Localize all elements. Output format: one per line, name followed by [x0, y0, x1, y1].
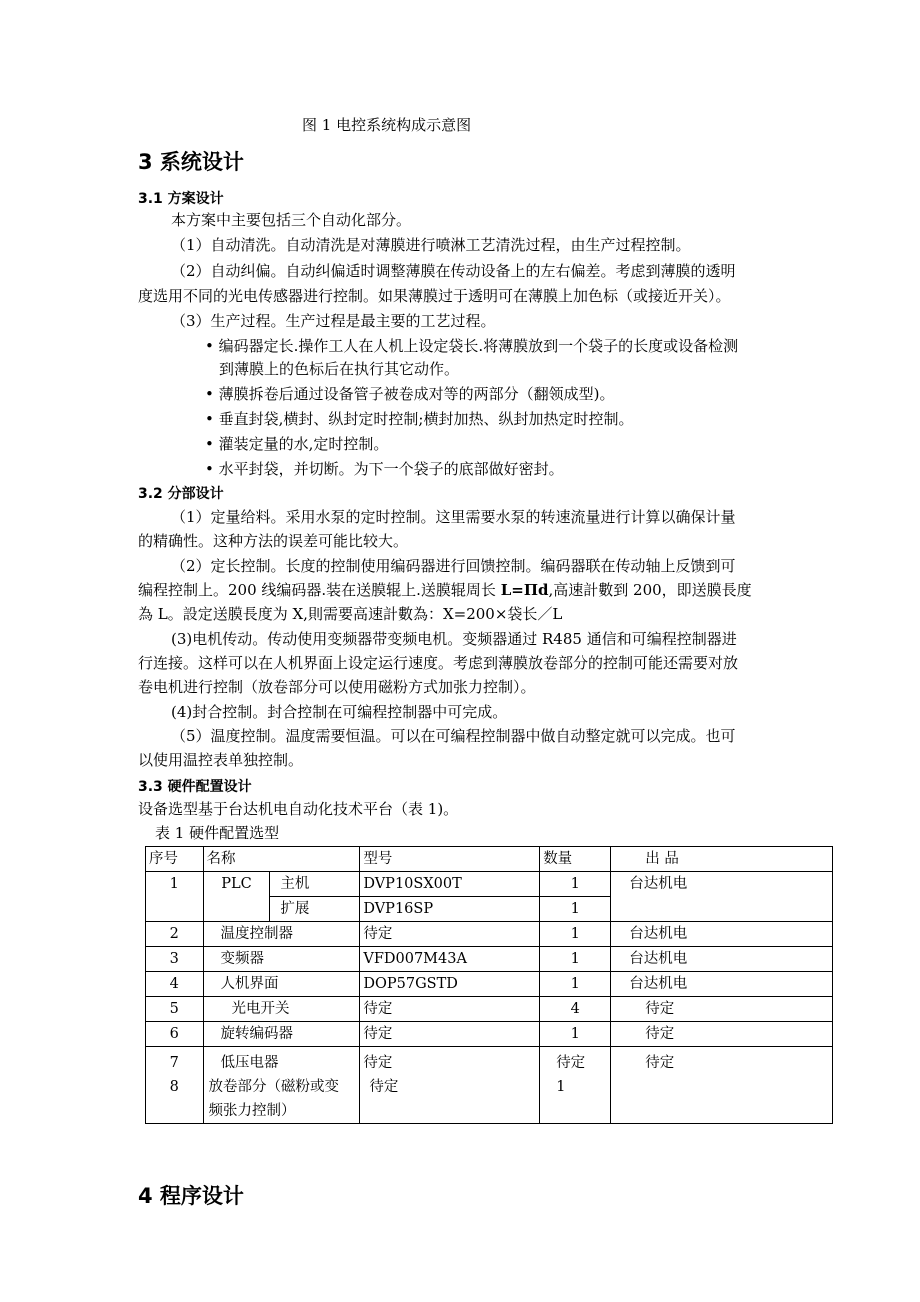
paragraph-3-3-intro: 设备选型基于台达机电自动化技术平台（表 1)。 [138, 800, 459, 818]
cell-model: DOP57GSTD [360, 972, 540, 997]
cell-maker: 台达机电 [611, 972, 833, 997]
paragraph-3-2-item3-line1: (3)电机传动。传动使用变频器带变频电机。变频器通过 R485 通信和可编程控制器进 [171, 630, 737, 648]
cell-seq-8: 8 [169, 1079, 179, 1095]
paragraph-3-2-item3-line3: 卷电机进行控制（放卷部分可以使用磁粉方式加张力控制）。 [138, 678, 536, 696]
cell-name: 光电开关 [203, 997, 360, 1022]
cell-seq-7: 7 [169, 1055, 179, 1071]
cell-maker: 台达机电 [611, 922, 833, 947]
cell-seq: 1 [146, 872, 204, 922]
paragraph-3-2-item1-line1: （1）定量给料。采用水泵的定时控制。这里需要水泵的转速流量进行计算以确保计量 [171, 508, 736, 526]
cell-name-8: 放卷部分（磁粉或变 [208, 1079, 339, 1095]
paragraph-3-2-item5-line1: （5）温度控制。温度需要恒温。可以在可编程控制器中做自动整定就可以完成。也可 [171, 727, 736, 745]
cell-subname: 扩展 [270, 897, 360, 922]
header-seq: 序号 [146, 847, 204, 872]
table-row [146, 972, 833, 997]
cell-maker: 待定 [611, 997, 833, 1022]
table-row [146, 997, 833, 1022]
paragraph-3-1-item3: （3）生产过程。生产过程是最主要的工艺过程。 [171, 312, 496, 330]
cell-name: PLC [203, 872, 270, 922]
section-3-title: 3 系统设计 [138, 150, 244, 174]
bullet-item: • 编码器定长.操作工人在人机上设定袋长.将薄膜放到一个袋子的长度或设备检测 [205, 337, 739, 355]
bullet-item: • 灌装定量的水,定时控制。 [205, 435, 389, 453]
cell-model: 待定 [360, 1022, 540, 1047]
header-name: 名称 [203, 847, 360, 872]
table-row [146, 922, 833, 947]
table-row [146, 1047, 833, 1124]
paragraph-3-2-item2-line2 [138, 578, 752, 602]
table-row [146, 947, 833, 972]
bullet-item: • 垂直封袋,横封、纵封定时控制;横封加热、纵封加热定时控制。 [205, 410, 634, 428]
section-4-title: 4 程序设计 [138, 1184, 244, 1208]
cell-seq: 3 [146, 947, 204, 972]
header-model: 型号 [360, 847, 540, 872]
cell-subname: 主机 [270, 872, 360, 897]
cell-qty: 1 [540, 922, 611, 947]
cell-qty-7: 待定 [556, 1055, 586, 1071]
table-caption: 表 1 硬件配置选型 [155, 824, 280, 842]
cell-model: 待定 [360, 997, 540, 1022]
cell-name-7: 低压电器 [220, 1055, 279, 1071]
bullet-item-continuation: 到薄膜上的色标后在执行其它动作。 [219, 360, 460, 378]
subsection-3-2-title: 3.2 分部设计 [138, 486, 224, 502]
cell-model-8: 待定 [369, 1079, 399, 1095]
table-header-row [146, 847, 833, 872]
cell-seq [146, 1047, 204, 1124]
bullet-item: • 薄膜拆卷后通过设备管子被卷成对等的两部分（翻领成型)。 [205, 385, 615, 403]
cell-maker: 台达机电 [611, 872, 833, 922]
cell-model: 待定 [360, 922, 540, 947]
cell-model: DVP10SX00T [360, 872, 540, 897]
paragraph-3-1-intro: 本方案中主要包括三个自动化部分。 [171, 211, 412, 229]
paragraph-3-2-item2-line3: 為 L。設定送膜長度为 X,則需要高速計數為：X=200×袋长／L [138, 605, 563, 623]
paragraph-3-2-item4: (4)封合控制。封合控制在可编程控制器中可完成。 [171, 703, 508, 721]
header-maker: 出 品 [611, 847, 833, 872]
cell-qty [540, 1047, 611, 1124]
cell-maker: 待定 [611, 1022, 833, 1047]
cell-name: 人机界面 [203, 972, 360, 997]
cell-name: 变频器 [203, 947, 360, 972]
cell-name [203, 1047, 360, 1124]
cell-qty: 1 [540, 972, 611, 997]
cell-model: VFD007M43A [360, 947, 540, 972]
cell-qty: 1 [540, 897, 611, 922]
cell-seq: 2 [146, 922, 204, 947]
cell-qty-8: 1 [556, 1079, 566, 1095]
cell-model [360, 1047, 540, 1124]
cell-maker: 台达机电 [611, 947, 833, 972]
formula-circumference: L=Πd [500, 581, 549, 599]
text-run: ,高速計數到 200，即送膜長度 [548, 581, 752, 599]
header-qty: 数量 [540, 847, 611, 872]
subsection-3-3-title: 3.3 硬件配置设计 [138, 779, 252, 795]
bullet-item: • 水平封袋，并切断。为下一个袋子的底部做好密封。 [205, 460, 564, 478]
cell-maker: 待定 [611, 1047, 833, 1124]
cell-qty: 4 [540, 997, 611, 1022]
table-row [146, 872, 833, 897]
cell-seq: 5 [146, 997, 204, 1022]
cell-qty: 1 [540, 1022, 611, 1047]
paragraph-3-1-item1: （1）自动清洗。自动清洗是对薄膜进行喷淋工艺清洗过程，由生产过程控制。 [171, 236, 691, 254]
paragraph-3-2-item5-line2: 以使用温控表单独控制。 [138, 751, 304, 769]
cell-qty: 1 [540, 872, 611, 897]
hardware-config-table [145, 846, 833, 1124]
cell-model-7: 待定 [363, 1055, 393, 1071]
cell-model: DVP16SP [360, 897, 540, 922]
cell-name: 旋转编码器 [203, 1022, 360, 1047]
figure-caption: 图 1 电控系统构成示意图 [302, 116, 472, 134]
paragraph-3-2-item2-line1: （2）定长控制。长度的控制使用编码器进行回馈控制。编码器联在传动轴上反馈到可 [171, 557, 736, 575]
paragraph-3-1-item2-line1: （2）自动纠偏。自动纠偏适时调整薄膜在传动设备上的左右偏差。考虑到薄膜的透明 [171, 262, 736, 280]
text-run: 编程控制上。200 线编码器.装在送膜辊上.送膜辊周长 [138, 581, 501, 599]
cell-seq: 4 [146, 972, 204, 997]
table-row [146, 1022, 833, 1047]
cell-name-8-cont: 频张力控制） [208, 1103, 296, 1119]
cell-seq: 6 [146, 1022, 204, 1047]
subsection-3-1-title: 3.1 方案设计 [138, 191, 224, 207]
paragraph-3-2-item1-line2: 的精确性。这种方法的误差可能比较大。 [138, 532, 409, 550]
paragraph-3-2-item3-line2: 行连接。这样可以在人机界面上设定运行速度。考虑到薄膜放卷部分的控制可能还需要对放 [138, 654, 739, 672]
paragraph-3-1-item2-line2: 度选用不同的光电传感器进行控制。如果薄膜过于透明可在薄膜上加色标（或接近开关）。 [138, 287, 731, 305]
cell-qty: 1 [540, 947, 611, 972]
cell-name: 温度控制器 [203, 922, 360, 947]
